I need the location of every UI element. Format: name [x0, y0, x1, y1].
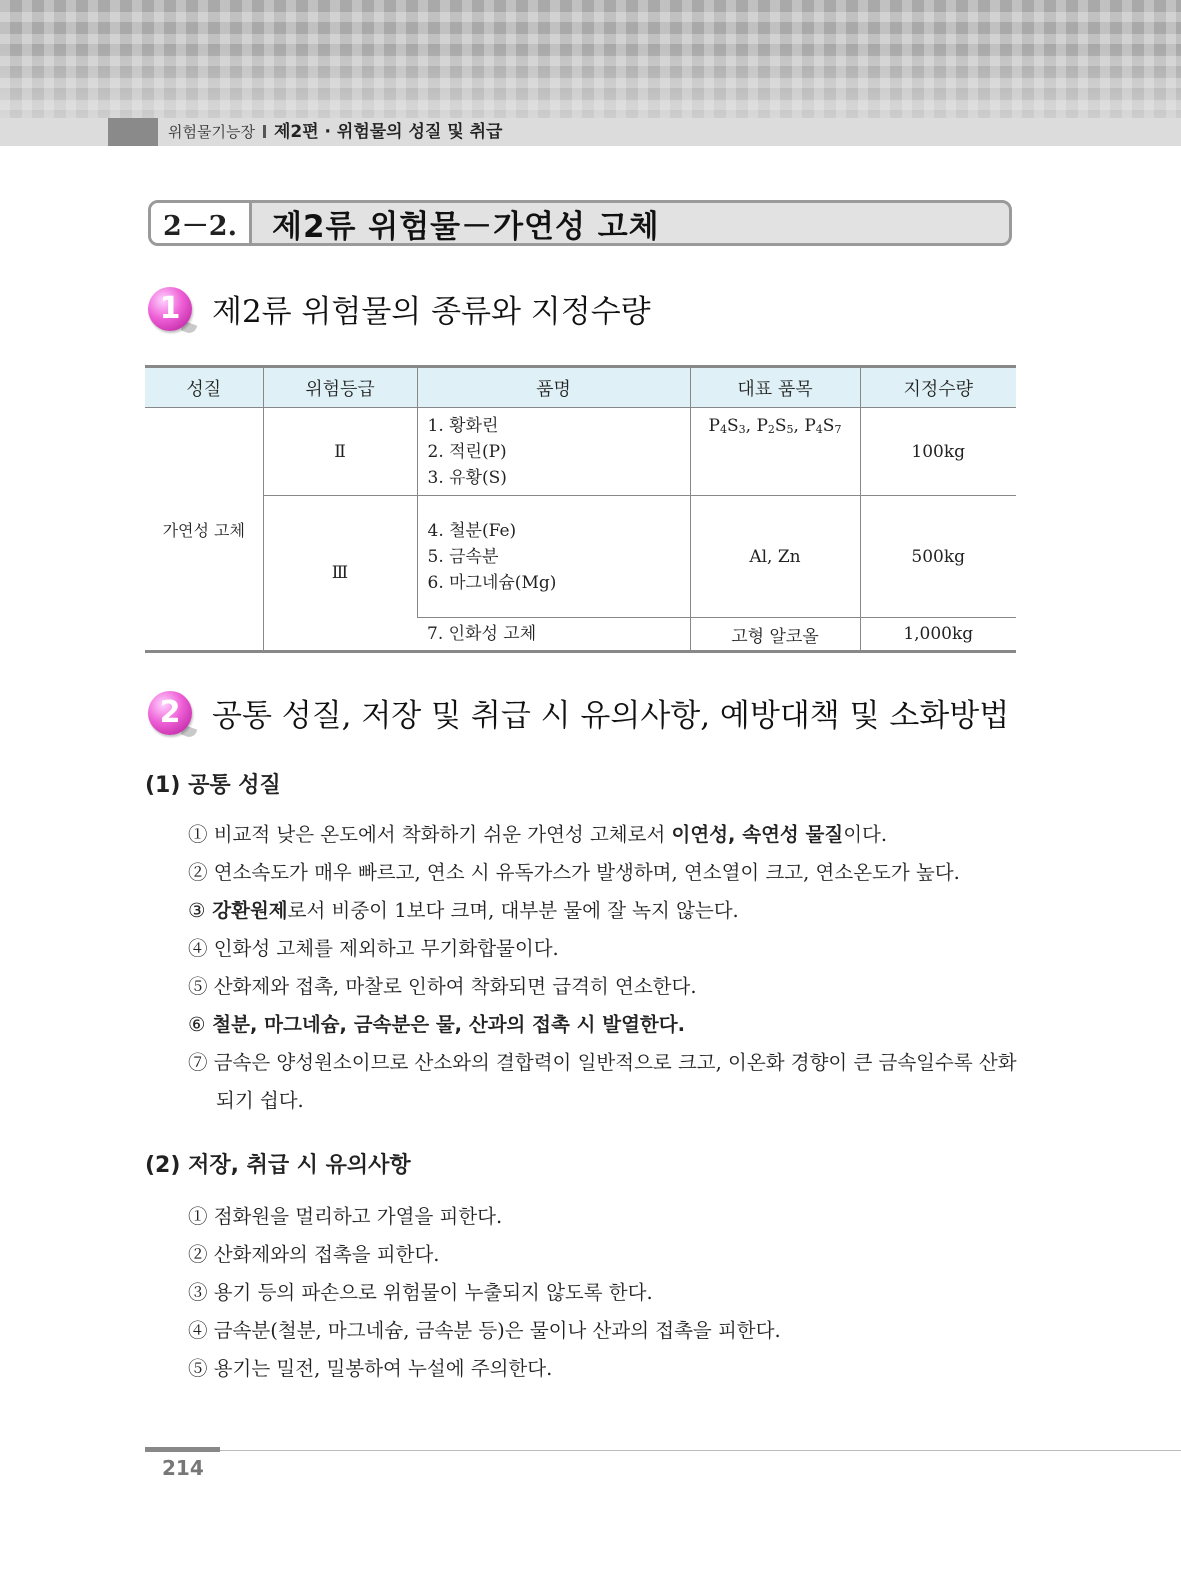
table-header-cell: 위험등급 [263, 367, 417, 408]
section-title: 제2류 위험물－가연성 고체 [272, 208, 660, 245]
item-name: 3. 유황(S) [427, 467, 507, 488]
page-number: 214 [162, 1456, 204, 1480]
storage-precautions-heading: (2) 저장, 취급 시 유의사항 [145, 1153, 411, 1178]
section-number: 2－2. [151, 203, 252, 243]
item-name: 7. 인화성 고체 [427, 624, 537, 644]
property-cell: 가연성 고체 [145, 408, 263, 652]
table-header-cell: 대표 품목 [690, 367, 860, 408]
representative-cell: 고형 알코올 [690, 618, 860, 652]
header-accent-block [108, 118, 158, 146]
quantity-cell: 500kg [860, 496, 1016, 618]
common-properties-list [188, 816, 1018, 1120]
list-item: ⑥ 철분, 마그네슘, 금속분은 물, 산과의 접촉 시 발열한다. [188, 1013, 686, 1036]
list-item: ④ 인화성 고체를 제외하고 무기화합물이다. [188, 937, 559, 960]
list-item: ① 비교적 낮은 온도에서 착화하기 쉬운 가연성 고체로서 이연성, 속연성 물질이다. [188, 823, 888, 846]
list-item: ⑦ 금속은 양성원소이므로 산소와의 결합력이 일반적으로 크고, 이온화 경향이 큰 금속일수록 산화되기 쉽다. [188, 1051, 1017, 1112]
storage-precautions-list [188, 1198, 1018, 1388]
header-separator [263, 125, 266, 138]
section-title-box [148, 200, 1012, 246]
representative-cell: $P_4S_3$, $P_2S_5$, $P_4S_7$ [690, 408, 860, 496]
book-title: 위험물기능장 [168, 123, 255, 141]
item-name: 1. 황화린 [427, 415, 499, 436]
table-header-cell: 성질 [145, 367, 263, 408]
table-header-cell: 품명 [417, 367, 690, 408]
quantity-cell: 1,000kg [860, 618, 1016, 652]
header-pattern-band [0, 0, 1181, 118]
table-header-cell: 지정수량 [860, 367, 1016, 408]
list-item: ② 산화제와의 접촉을 피한다. [188, 1243, 440, 1266]
list-item: ① 점화원을 멀리하고 가열을 피한다. [188, 1205, 503, 1228]
question-heading-2 [148, 690, 1009, 735]
running-header [168, 120, 502, 144]
items-cell [417, 496, 690, 618]
quantity-cell: 100kg [860, 408, 1016, 496]
list-item: ⑤ 산화제와 접촉, 마찰로 인하여 착화되면 급격히 연소한다. [188, 975, 697, 998]
q1-title: 제2류 위험물의 종류와 지정수량 [212, 294, 651, 330]
items-cell [417, 618, 690, 652]
common-properties-heading: (1) 공통 성질 [145, 773, 281, 798]
question-heading-1 [148, 286, 651, 331]
table-row [145, 408, 1016, 496]
item-name: 5. 금속분 [427, 546, 499, 567]
footer-rule [145, 1450, 1181, 1451]
part-title: 제2편 · 위험물의 성질 및 취급 [273, 122, 503, 142]
list-item: ③ 용기 등의 파손으로 위험물이 누출되지 않도록 한다. [188, 1281, 653, 1304]
items-cell [417, 408, 690, 496]
table-header-row [145, 367, 1016, 408]
q1-badge-icon: 1 [148, 287, 192, 331]
hazmat-class2-table [145, 365, 1016, 653]
table-row [145, 496, 1016, 618]
footer-accent [145, 1447, 220, 1452]
grade-cell: Ⅲ [263, 496, 417, 652]
list-item: ④ 금속분(철분, 마그네슘, 금속분 등)은 물이나 산과의 접촉을 피한다. [188, 1319, 781, 1342]
grade-cell: Ⅱ [263, 408, 417, 496]
item-name: 4. 철분(Fe) [427, 520, 517, 541]
list-item: ⑤ 용기는 밀전, 밀봉하여 누설에 주의한다. [188, 1357, 553, 1380]
q2-badge-icon: 2 [148, 691, 192, 735]
item-name: 6. 마그네슘(Mg) [427, 572, 557, 593]
list-item: ② 연소속도가 매우 빠르고, 연소 시 유독가스가 발생하며, 연소열이 크고, 연소온도가 높다. [188, 861, 960, 884]
representative-cell: Al, Zn [690, 496, 860, 618]
list-item: ③ 강환원제로서 비중이 1보다 크며, 대부분 물에 잘 녹지 않는다. [188, 899, 739, 922]
item-name: 2. 적린(P) [427, 441, 507, 462]
q2-title: 공통 성질, 저장 및 취급 시 유의사항, 예방대책 및 소화방법 [212, 698, 1010, 734]
